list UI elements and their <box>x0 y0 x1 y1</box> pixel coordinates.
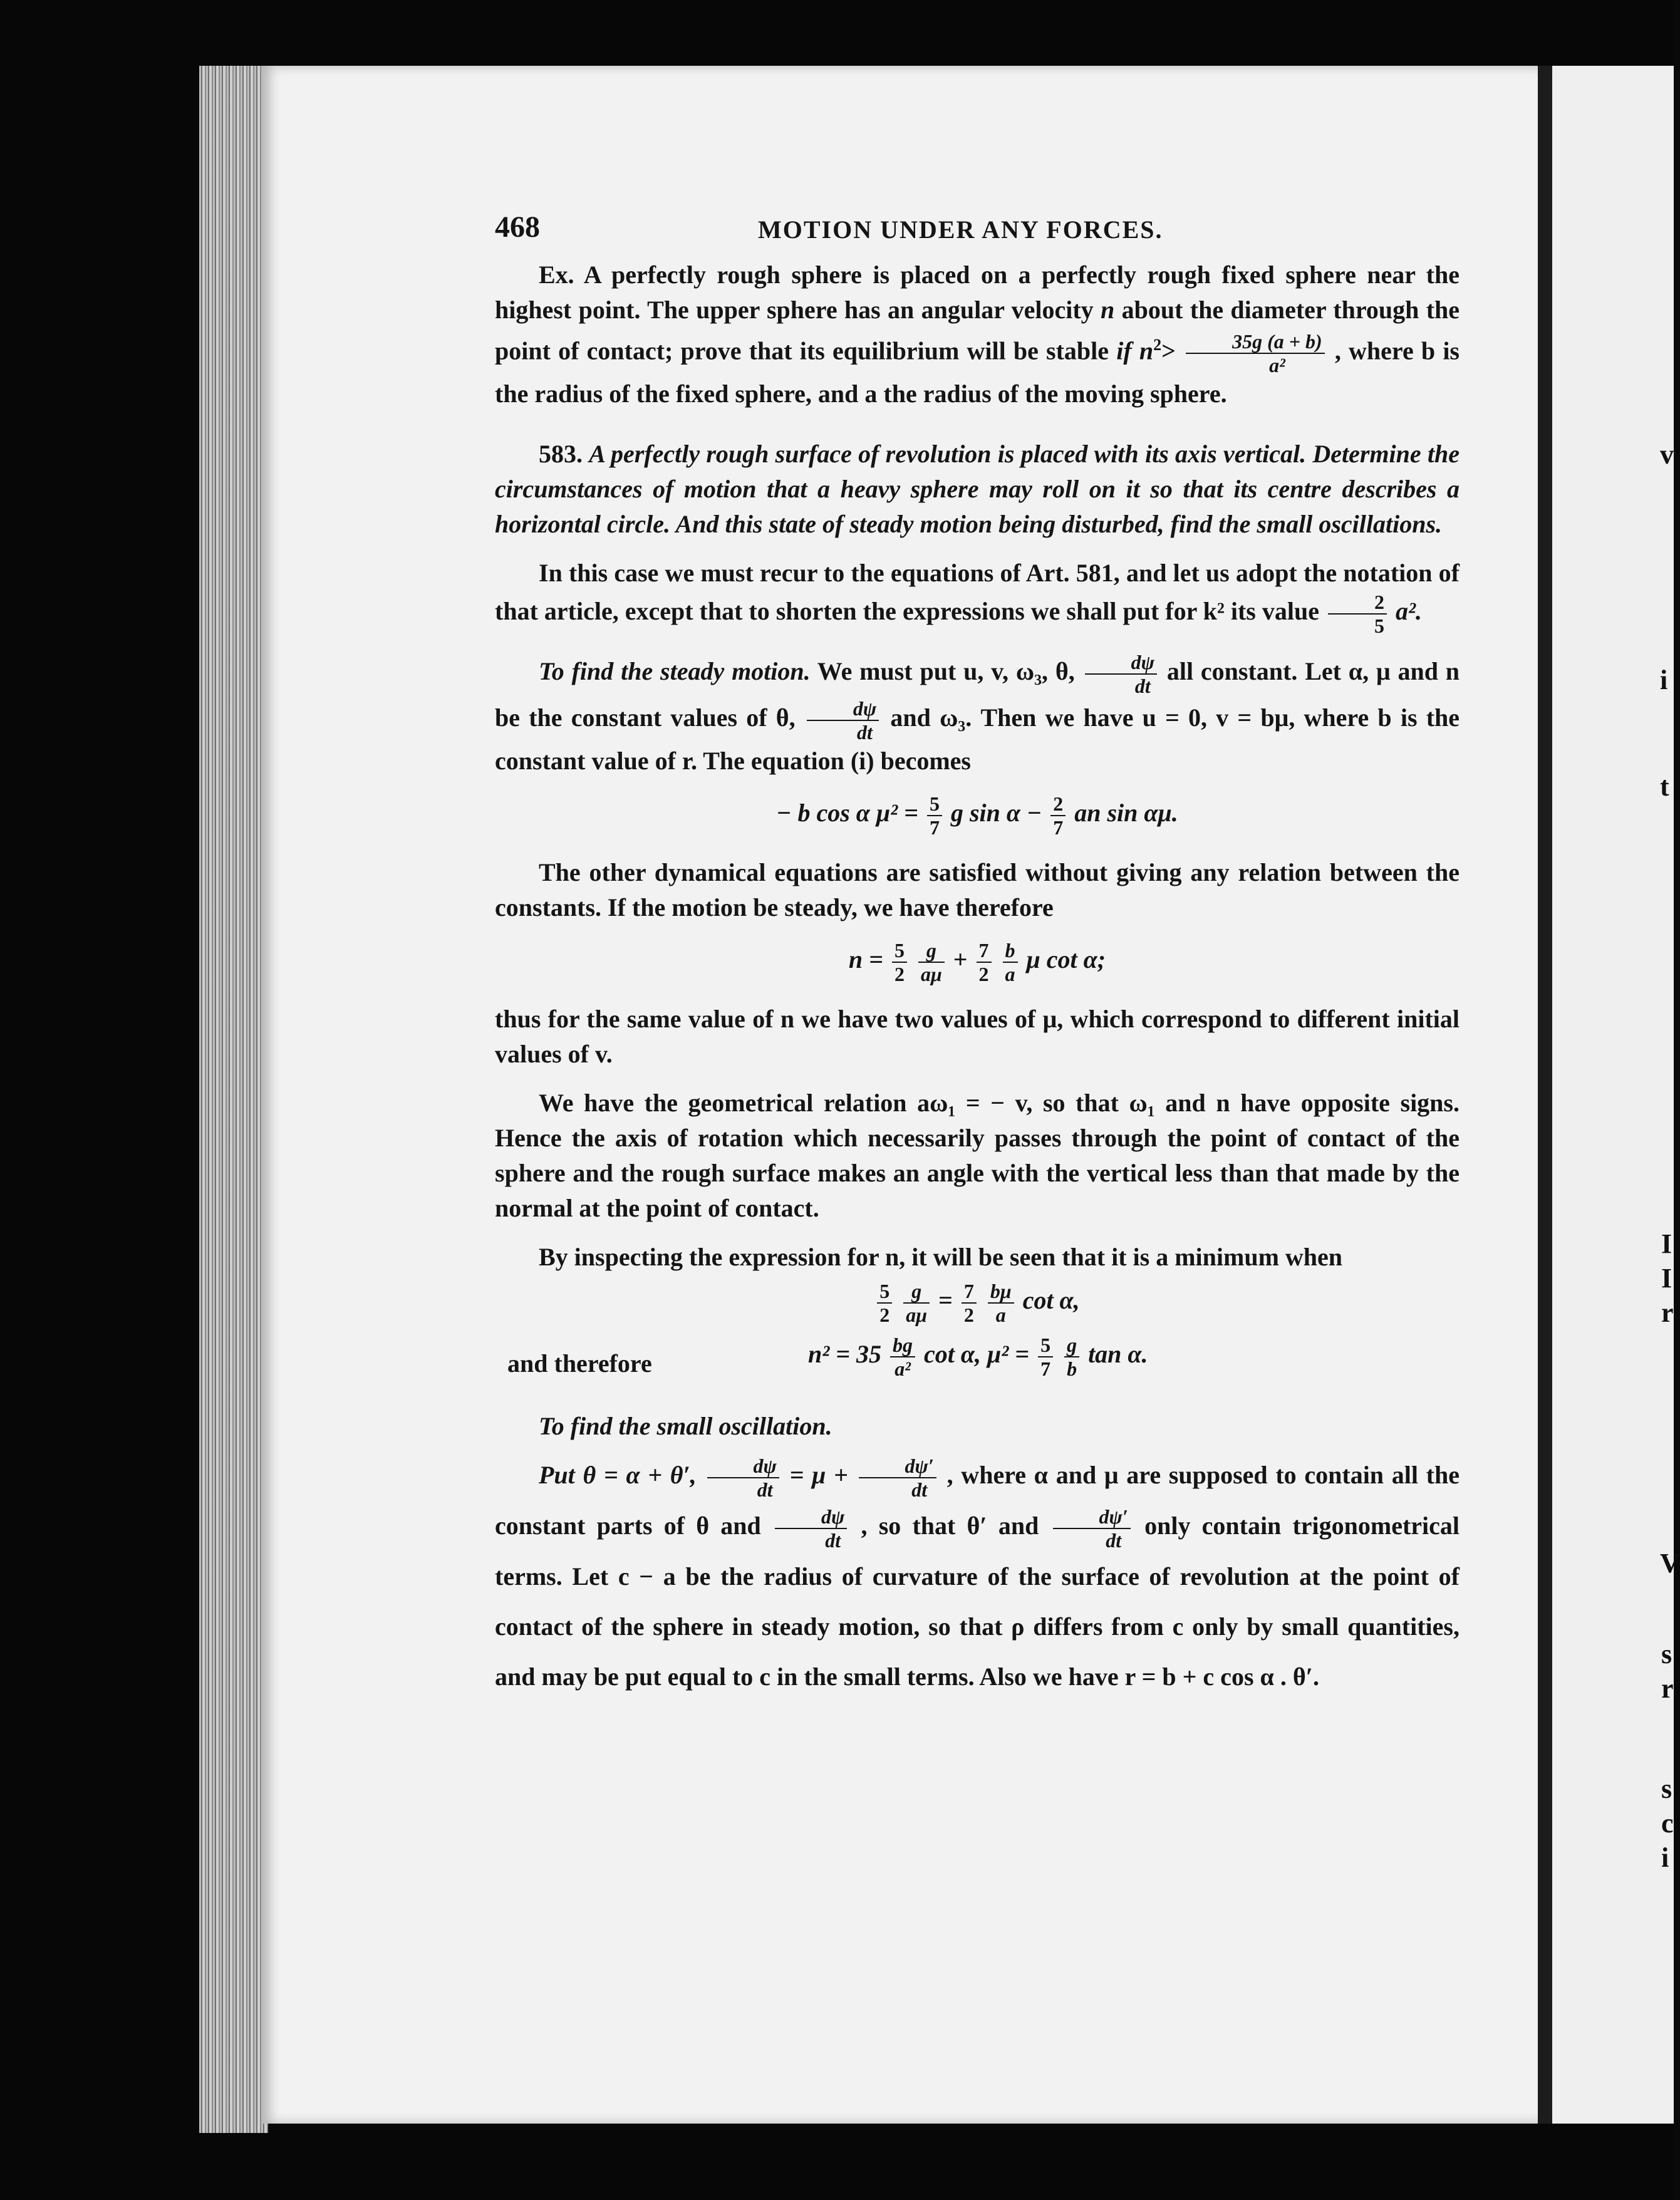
fraction-numerator: 5 <box>892 939 907 963</box>
equation-fraction <box>1053 1505 1131 1552</box>
equation-term: n² = 35 <box>808 1340 882 1369</box>
fraction-numerator: g <box>1064 1334 1079 1357</box>
steady-text-1: We must put u, v, ω₃, θ, <box>817 657 1075 686</box>
equation-lead-text: and therefore <box>507 1349 652 1378</box>
equation-fraction <box>1038 1334 1053 1380</box>
fraction-numerator: 2 <box>1050 792 1066 816</box>
equation-term: g sin α − <box>950 799 1042 828</box>
paragraph-geometrical: We have the geometrical relation aω₁ = − v, so that ω₁ and n have opposite signs. Hence the axis of rotation which necessarily passes through the point of contact of the sphere and the rough surface makes an angle with the vertical less than that made by the normal at the point of contact. <box>495 1089 1460 1223</box>
equation-2 <box>495 939 1460 985</box>
steady-heading: To find the steady motion. <box>539 657 811 686</box>
book-page-edges <box>199 66 268 2133</box>
equation-fraction <box>892 939 907 985</box>
fraction-numerator: 2 <box>1328 591 1387 615</box>
steady-text-3: and ω₃. Then we have u = 0, v = bμ, where b is the constant value of r. The equation (i) becomes <box>495 703 1460 776</box>
margin-char: i <box>1661 1842 1669 1873</box>
section-heading: To find the small oscillation. <box>539 1412 832 1441</box>
article-number: 583. <box>539 440 583 469</box>
equation-fraction <box>927 792 942 839</box>
equation-3 <box>495 1280 1460 1326</box>
page-number: 468 <box>495 210 540 244</box>
fraction-denominator: b <box>1067 1357 1077 1381</box>
fraction-denominator: 2 <box>978 963 989 986</box>
condition-exponent: 2 <box>1153 336 1162 354</box>
fraction-denominator: 7 <box>1040 1357 1051 1381</box>
margin-char: t <box>1660 771 1669 802</box>
condition-lhs: if n <box>1116 336 1154 365</box>
fraction-denominator: a <box>1005 963 1015 986</box>
fraction-denominator: 7 <box>929 816 940 839</box>
fraction-denominator: dt <box>757 1478 773 1501</box>
fraction-denominator: a <box>995 1304 1006 1327</box>
fraction-denominator: 5 <box>1374 615 1384 638</box>
dpsi-dt-fraction <box>807 697 879 744</box>
margin-char: V <box>1660 1548 1680 1579</box>
example-text-2: about the diameter through the point of contact; prove that its equilibrium will be stable <box>495 296 1460 365</box>
fraction-numerator: dψ′ <box>1053 1505 1131 1529</box>
fraction-denominator: dt <box>857 721 873 744</box>
small-oscillation-heading <box>495 1409 1460 1444</box>
equation-fraction <box>707 1455 779 1501</box>
margin-char: i <box>1660 665 1668 695</box>
equation-fraction <box>962 1280 977 1326</box>
fraction-numerator: bg <box>890 1334 915 1357</box>
fraction-numerator: dψ <box>775 1505 847 1529</box>
fraction-denominator: a² <box>894 1357 911 1381</box>
example-text-1: A perfectly rough sphere is placed on a perfectly rough fixed sphere near the highest point. The upper sphere has an angular velocity <box>495 261 1460 324</box>
fraction-numerator: 5 <box>877 1280 892 1304</box>
equation-fraction <box>903 1280 930 1326</box>
facing-page-strip <box>1552 66 1674 2124</box>
fraction-numerator: 5 <box>927 792 942 816</box>
two-fifths-fraction <box>1328 591 1387 637</box>
fraction-denominator: aμ <box>920 963 942 986</box>
small-text-5: only contain trigonometrical terms. Let c − a be the radius of curvature of the surface of revolution at the point of contact of the sphere in steady motion, so that ρ differs from c only by small quantities, and may be put equal to c in the small terms. Also we have r = b + c cos α . θ′. <box>495 1511 1460 1691</box>
article-583 <box>495 437 1460 542</box>
steady-text-2: all constant. Let α, μ and n be the constant values of θ, <box>495 657 1460 732</box>
paragraph-small-oscillation <box>495 1450 1460 1702</box>
notation-text: In this case we must recur to the equations of Art. 581, and let us adopt the notation of that article, except that to shorten the expressions we shall put for k² its value <box>495 559 1460 626</box>
paragraph-notation <box>495 556 1460 637</box>
margin-char: c <box>1661 1808 1674 1839</box>
notation-tail: a². <box>1395 597 1422 626</box>
equation-term: cot α, <box>1022 1286 1080 1315</box>
fraction-denominator: a² <box>1269 354 1285 377</box>
equation-fraction <box>918 939 945 985</box>
equation-fraction <box>1003 939 1018 985</box>
fraction-numerator: 7 <box>977 939 992 963</box>
paragraph-dynamical: The other dynamical equations are satisfied without giving any relation between the constants. If the motion be steady, we have therefore <box>495 858 1460 922</box>
equation-term: an sin αμ. <box>1074 799 1178 828</box>
fraction-numerator: bμ <box>988 1280 1014 1304</box>
fraction-numerator: 35g (a + b) <box>1186 330 1325 354</box>
condition-fraction <box>1186 330 1325 376</box>
small-text-4: , so that θ′ and <box>861 1511 1039 1540</box>
page-header <box>495 210 1460 254</box>
equation-fraction <box>1064 1334 1079 1380</box>
small-text-1: Put θ = α + θ′, <box>539 1461 697 1490</box>
margin-char: v <box>1660 439 1674 470</box>
equation-term: n = <box>848 945 883 974</box>
paragraph-minimum: By inspecting the expression for n, it will be seen that it is a minimum when <box>539 1243 1343 1272</box>
equation-fraction <box>988 1280 1014 1326</box>
condition-gt: > <box>1161 336 1176 365</box>
equation-fraction <box>877 1280 892 1326</box>
equation-term: + <box>953 945 968 974</box>
condition-tail: , where b is the radius of the fixed sphere, and a the radius of the moving sphere. <box>495 336 1460 408</box>
example-label: Ex. <box>539 261 574 289</box>
example-var-n: n <box>1101 296 1115 324</box>
example-paragraph <box>495 257 1460 412</box>
fraction-numerator: dψ′ <box>859 1455 936 1478</box>
equation-4 <box>495 1334 1460 1390</box>
fraction-numerator: dψ <box>707 1455 779 1478</box>
dpsi-dt-fraction <box>1085 651 1157 697</box>
fraction-denominator: dt <box>1134 675 1151 698</box>
small-text-2: = μ + <box>789 1461 848 1490</box>
fraction-numerator: dψ <box>1085 651 1157 675</box>
fraction-numerator: g <box>903 1280 930 1304</box>
margin-char: I <box>1661 1228 1672 1259</box>
fraction-denominator: dt <box>825 1528 841 1552</box>
fraction-denominator: dt <box>911 1478 928 1501</box>
equation-fraction <box>977 939 992 985</box>
fraction-numerator: 7 <box>962 1280 977 1304</box>
fraction-denominator: dt <box>1106 1528 1122 1552</box>
fraction-denominator: 2 <box>894 963 905 986</box>
paragraph-steady-motion <box>495 651 1460 779</box>
equation-term: = <box>938 1286 953 1315</box>
fraction-denominator: aμ <box>906 1304 928 1327</box>
margin-char: s <box>1661 1639 1672 1669</box>
fraction-numerator: dψ <box>807 697 879 721</box>
running-head: MOTION UNDER ANY FORCES. <box>758 215 1163 244</box>
equation-fraction <box>890 1334 915 1380</box>
equation-term: − b cos α μ² = <box>776 799 918 828</box>
equation-fraction <box>859 1455 936 1501</box>
fraction-numerator: b <box>1003 939 1018 963</box>
equation-term: cot α, μ² = <box>924 1340 1030 1369</box>
equation-fraction <box>1050 792 1066 839</box>
fraction-denominator: 2 <box>963 1304 974 1327</box>
small-text-3: , where α and μ are supposed to contain all the constant parts of θ and <box>495 1461 1460 1540</box>
equation-fraction <box>775 1505 847 1552</box>
page-text <box>495 210 1460 1716</box>
fraction-numerator: 5 <box>1038 1334 1053 1357</box>
equation-term: tan α. <box>1088 1340 1148 1369</box>
fraction-denominator: 7 <box>1053 816 1064 839</box>
margin-char: I <box>1661 1263 1672 1294</box>
fraction-numerator: g <box>918 939 945 963</box>
equation-1 <box>495 792 1460 839</box>
margin-char: r <box>1661 1297 1674 1328</box>
margin-char: s <box>1661 1773 1672 1804</box>
article-statement: A perfectly rough surface of revolution is placed with its axis vertical. Determine the circumstances of motion that a heavy sphere may roll on it so that its centre describes a horizontal circle. And this state of steady motion being disturbed, find the small oscillations. <box>495 440 1460 539</box>
fraction-denominator: 2 <box>879 1304 890 1327</box>
paragraph-two-values: thus for the same value of n we have two values of μ, which correspond to different initial values of v. <box>495 1005 1460 1069</box>
margin-char: r <box>1661 1673 1674 1704</box>
equation-term: μ cot α; <box>1026 945 1106 974</box>
